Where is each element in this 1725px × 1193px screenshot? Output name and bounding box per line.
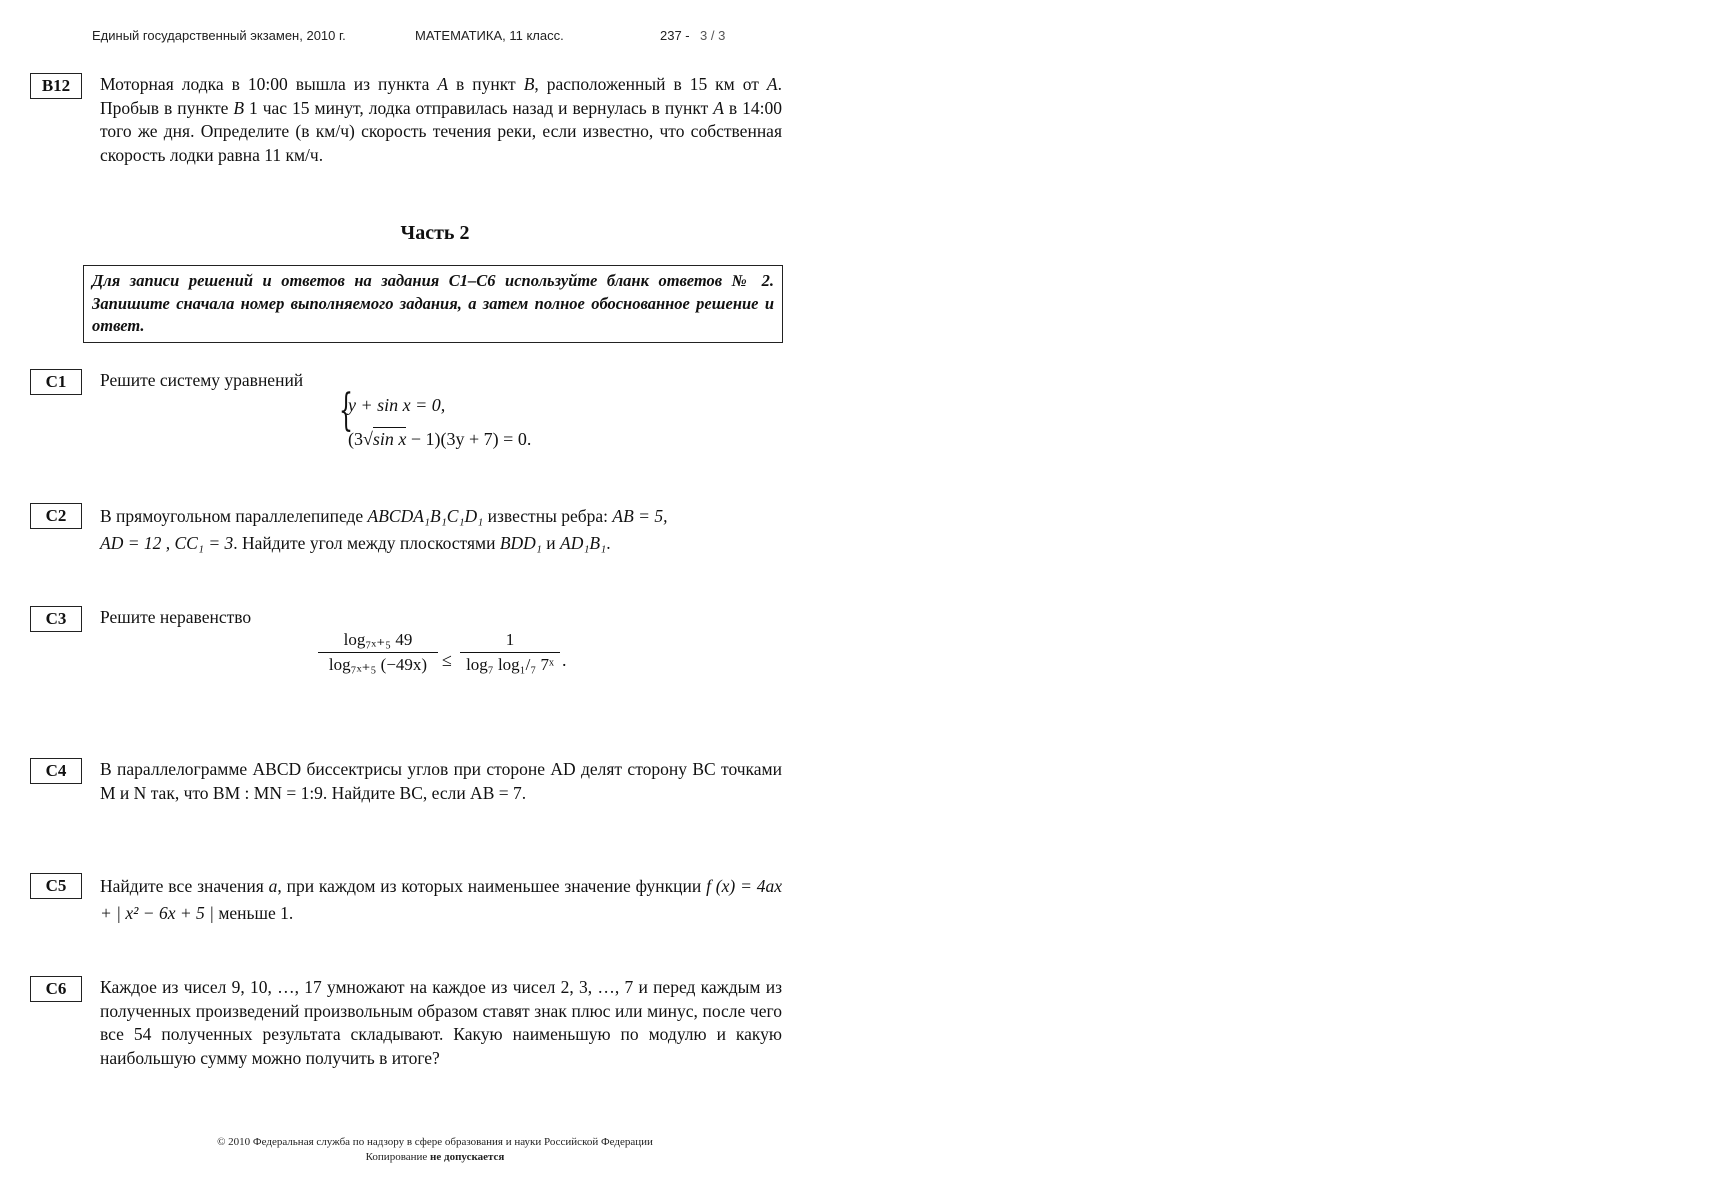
page-footer — [0, 1135, 870, 1165]
task-c4 — [30, 758, 782, 833]
task-label: C4 — [30, 758, 82, 784]
part-title: Часть 2 — [400, 222, 470, 244]
task-c1 — [30, 369, 782, 464]
fraction-left — [318, 630, 438, 675]
task-label: C2 — [30, 503, 82, 529]
instruction-box: Для записи решений и ответов на задания С1–С6 используйте бланк ответов № 2. Запишите сначала номер выполняемого задания, а затем полное обоснованное решение и ответ. — [83, 265, 783, 343]
task-text: Каждое из чисел 9, 10, …, 17 умножают на каждое из чисел 2, 3, …, 7 и перед каждым из полученных произведений произвольным образом ставят знак плюс или минус, после чего все 54 полученных результата складывают. Какую наименьшую по модулю и какую наибольшую сумму можно получить в итоге? — [100, 977, 782, 1068]
fraction-numerator: 1 — [505, 630, 515, 649]
task-label: B12 — [30, 73, 82, 99]
fraction-right — [460, 630, 560, 675]
task-c5 — [30, 873, 782, 933]
task-text: Решите неравенство — [100, 607, 252, 627]
fraction-numerator: log₇ₓ₊₅ 49 — [343, 630, 413, 649]
task-text: Решите систему уравнений — [100, 370, 304, 390]
page-code: 237 - — [660, 28, 690, 43]
equation-1: y + sin x = 0, — [348, 395, 446, 415]
fraction-denominator: log₇ log₁/₇ 7ˣ — [466, 655, 554, 674]
task-c3 — [30, 606, 782, 716]
task-text: В параллелограмме ABCD биссектрисы углов при стороне AD делят сторону BC точками M и N так, что BM : MN = 1:9. Найдите BC, если AB = 7. — [100, 759, 782, 803]
less-equal-sign: ≤ — [442, 650, 452, 670]
copy-notice: Копирование не допускается — [365, 1151, 505, 1163]
task-label: C6 — [30, 976, 82, 1002]
end-period: . — [562, 650, 567, 670]
subject-title: МАТЕМАТИКА, 11 класс. — [415, 28, 564, 43]
task-c2 — [30, 503, 782, 563]
task-c6 — [30, 976, 782, 1096]
page-number: 3 / 3 — [700, 28, 726, 43]
task-label: C3 — [30, 606, 82, 632]
task-label: C5 — [30, 873, 82, 899]
system-brace: { — [339, 385, 353, 436]
task-text: Моторная лодка в 10:00 вышла из пункта A в пункт B, расположенный в 15 км от A. Пробыв в пункте B 1 час 15 минут, лодка отправилась назад и вернулась в пункт A в 14:00 того же дня. Определите (в км/ч) скорость течения реки, если известно, что собственная скорость лодки равна 11 км/ч. — [100, 74, 782, 165]
fraction-denominator: log₇ₓ₊₅ (−49x) — [328, 655, 428, 674]
task-label: C1 — [30, 369, 82, 395]
equation-2: (3√sin x − 1)(3y + 7) = 0. — [348, 429, 532, 449]
copyright-line: © 2010 Федеральная служба по надзору в сфере образования и науки Российской Федерации — [217, 1136, 653, 1148]
task-b12 — [30, 73, 782, 173]
task-text: В прямоугольном параллелепипеде ABCDA₁B₁C₁D₁ известны ребра: AB = 5, AD = 12 , CC₁ = 3. Найдите угол между плоскостями BDD₁ и AD₁B₁. — [100, 506, 668, 553]
exam-title: Единый государственный экзамен, 2010 г. — [92, 28, 346, 43]
task-text: Найдите все значения a, при каждом из которых наименьшее значение функции f (x) = 4ax + | x² − 6x + 5 | меньше 1. — [100, 876, 782, 923]
